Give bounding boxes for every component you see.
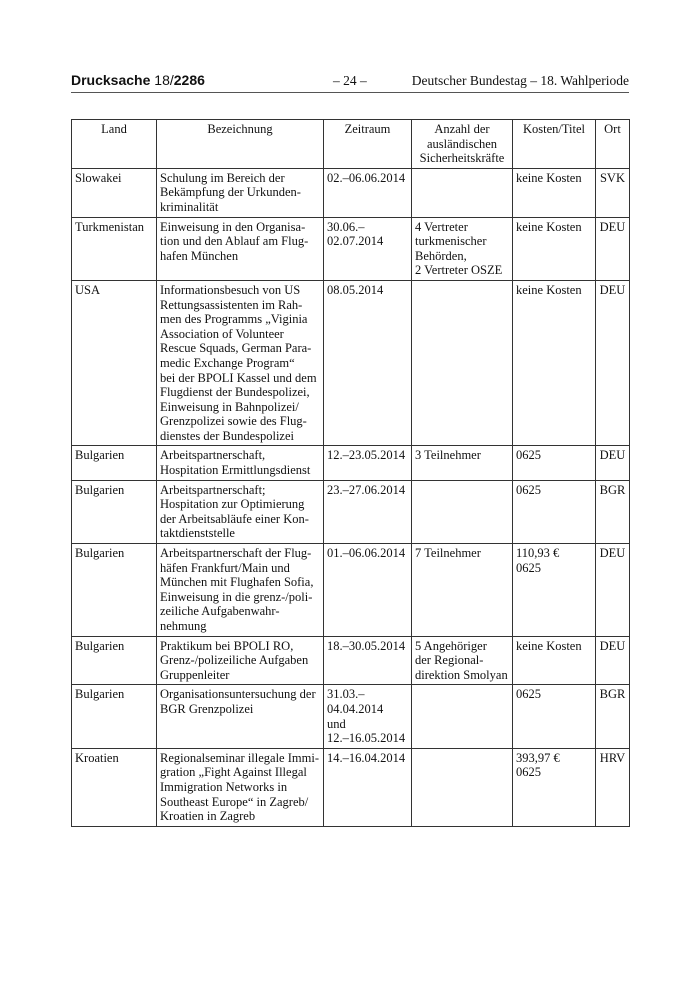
- col-header-land: Land: [72, 120, 157, 169]
- cell-ort: DEU: [596, 217, 630, 280]
- cell-bezeichnung: Informationsbesuch von US Rettungsassistenten im Rah- men des Programms „Viginia Association of Volunteer Rescue Squads, German Para- medic Exchange Program“ bei der BPOLI Kassel und dem Flugdienst der Bundespolizei, Einweisung in Bahnpolizei/ Grenzpolizei sowie des Flug- dienstes der Bundespolizei: [157, 280, 324, 446]
- table-row: [72, 280, 630, 446]
- cell-bezeichnung: Schulung im Bereich der Bekämpfung der Urkunden- kriminalität: [157, 168, 324, 217]
- cell-zeitraum: 23.–27.06.2014: [324, 480, 412, 543]
- drucksache-number: 2286: [173, 72, 205, 88]
- cell-ort: DEU: [596, 636, 630, 685]
- cell-zeitraum: 14.–16.04.2014: [324, 748, 412, 826]
- cell-bezeichnung: Arbeitspartnerschaft der Flug- häfen Frankfurt/Main und München mit Flughafen Sofia, Einweisung in die grenz-/poli- zeiliche Aufgabenwahr- nehmung: [157, 544, 324, 637]
- table-header-row: [72, 120, 630, 169]
- cell-ort: BGR: [596, 480, 630, 543]
- col-header-zeitraum: Zeitraum: [324, 120, 412, 169]
- table-row: [72, 168, 630, 217]
- cell-kosten: keine Kosten: [513, 636, 596, 685]
- table-row: [72, 636, 630, 685]
- col-header-ort: Ort: [596, 120, 630, 169]
- cell-anzahl: [412, 168, 513, 217]
- cell-ort: DEU: [596, 446, 630, 480]
- cell-anzahl: [412, 748, 513, 826]
- cell-ort: DEU: [596, 280, 630, 446]
- cell-kosten: keine Kosten: [513, 280, 596, 446]
- col-header-bezeichnung: Bezeichnung: [157, 120, 324, 169]
- cell-kosten: 0625: [513, 480, 596, 543]
- page-header: [71, 72, 629, 93]
- cell-kosten: 110,93 € 0625: [513, 544, 596, 637]
- cell-kosten: keine Kosten: [513, 168, 596, 217]
- cell-zeitraum: 30.06.– 02.07.2014: [324, 217, 412, 280]
- table-row: [72, 685, 630, 748]
- cell-bezeichnung: Einweisung in den Organisa- tion und den Ablauf am Flug- hafen München: [157, 217, 324, 280]
- cell-kosten: keine Kosten: [513, 217, 596, 280]
- cell-ort: HRV: [596, 748, 630, 826]
- cell-zeitraum: 31.03.– 04.04.2014 und 12.–16.05.2014: [324, 685, 412, 748]
- cell-land: Bulgarien: [72, 636, 157, 685]
- cell-land: Bulgarien: [72, 446, 157, 480]
- cell-land: Bulgarien: [72, 480, 157, 543]
- cell-anzahl: [412, 280, 513, 446]
- cell-zeitraum: 18.–30.05.2014: [324, 636, 412, 685]
- cell-anzahl: 5 Angehöriger der Regional- direktion Smolyan: [412, 636, 513, 685]
- table-row: [72, 217, 630, 280]
- drucksache-number-prefix: 18/: [154, 72, 174, 88]
- table-row: [72, 544, 630, 637]
- document-number: [71, 72, 205, 88]
- cell-land: Slowakei: [72, 168, 157, 217]
- cell-land: Kroatien: [72, 748, 157, 826]
- cell-ort: SVK: [596, 168, 630, 217]
- cell-bezeichnung: Praktikum bei BPOLI RO, Grenz-/polizeiliche Aufgaben Gruppenleiter: [157, 636, 324, 685]
- data-table: [71, 119, 630, 827]
- cell-anzahl: 3 Teilnehmer: [412, 446, 513, 480]
- cell-land: Bulgarien: [72, 544, 157, 637]
- cell-anzahl: [412, 480, 513, 543]
- cell-land: Bulgarien: [72, 685, 157, 748]
- cell-kosten: 0625: [513, 446, 596, 480]
- cell-zeitraum: 02.–06.06.2014: [324, 168, 412, 217]
- drucksache-label: Drucksache: [71, 72, 151, 88]
- cell-land: Turkmenistan: [72, 217, 157, 280]
- col-header-kosten: Kosten/Titel: [513, 120, 596, 169]
- cell-bezeichnung: Arbeitspartnerschaft, Hospitation Ermittlungsdienst: [157, 446, 324, 480]
- cell-land: USA: [72, 280, 157, 446]
- table-row: [72, 446, 630, 480]
- publisher-label: Deutscher Bundestag – 18. Wahlperiode: [411, 73, 629, 88]
- table-row: [72, 748, 630, 826]
- cell-kosten: 393,97 € 0625: [513, 748, 596, 826]
- table-row: [72, 480, 630, 543]
- cell-zeitraum: 08.05.2014: [324, 280, 412, 446]
- col-header-anzahl: Anzahl der ausländischen Sicherheitskräfte: [412, 120, 513, 169]
- page-number: – 24 –: [333, 73, 367, 88]
- cell-bezeichnung: Regionalseminar illegale Immi- gration „Fight Against Illegal Immigration Networks in Southeast Europe“ in Zagreb/ Kroatien in Zagreb: [157, 748, 324, 826]
- cell-anzahl: 4 Vertreter turkmenischer Behörden, 2 Vertreter OSZE: [412, 217, 513, 280]
- cell-kosten: 0625: [513, 685, 596, 748]
- cell-ort: DEU: [596, 544, 630, 637]
- cell-zeitraum: 01.–06.06.2014: [324, 544, 412, 637]
- cell-anzahl: [412, 685, 513, 748]
- cell-ort: BGR: [596, 685, 630, 748]
- cell-bezeichnung: Arbeitspartnerschaft; Hospitation zur Optimierung der Arbeitsabläufe einer Kon- taktdienststelle: [157, 480, 324, 543]
- cell-bezeichnung: Organisationsuntersuchung der BGR Grenzpolizei: [157, 685, 324, 748]
- cell-anzahl: 7 Teilnehmer: [412, 544, 513, 637]
- cell-zeitraum: 12.–23.05.2014: [324, 446, 412, 480]
